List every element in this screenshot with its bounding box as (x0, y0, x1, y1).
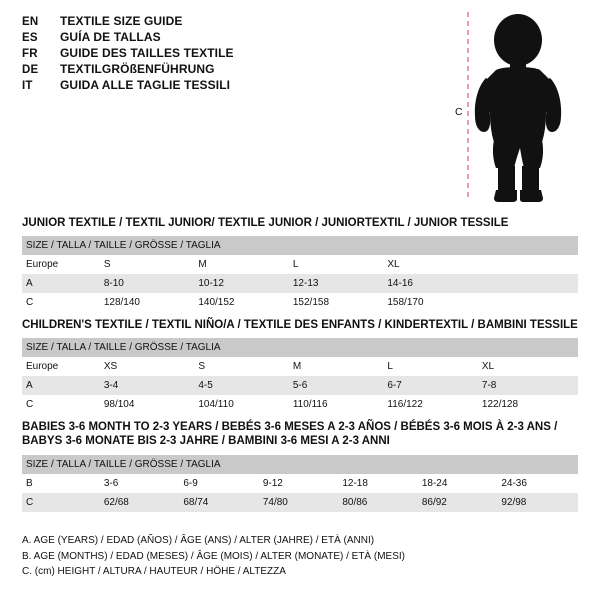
legend-block (22, 533, 578, 580)
table-row (22, 255, 578, 274)
children-size-table (22, 338, 578, 414)
children-row2-c5: 122/128 (478, 395, 578, 414)
section-babies-title: BABIES 3-6 MONTH TO 2-3 YEARS / BEBÉS 3-6 MESES A 2-3 AÑOS / BÉBÉS 3-6 MOIS À 2-3 ANS / BABYS 3-6 MONATE BIS 2-3 JAHRE / BAMBINI 3-6 MESI A 2-3 ANNI (22, 421, 558, 448)
language-row-fr (22, 46, 442, 60)
junior-row0-c4: XL (383, 255, 478, 274)
children-row1-c0: A (22, 376, 100, 395)
children-row2-c3: 110/116 (289, 395, 384, 414)
babies-row1-c3: 74/80 (259, 493, 339, 512)
junior-size-table (22, 236, 578, 312)
section-children-title: CHILDREN'S TEXTILE / TEXTIL NIÑO/A / TEXTILE DES ENFANTS / KINDERTEXTIL / BAMBINI TESSILE (22, 319, 578, 331)
babies-row0-c1: 3-6 (100, 474, 180, 493)
junior-row1-c0: A (22, 274, 100, 293)
children-row0-c4: L (383, 357, 478, 376)
language-code-it: IT (22, 80, 33, 92)
children-size-header-label: SIZE / TALLA / TAILLE / GRÖSSE / TAGLIA (22, 338, 578, 357)
babies-row0-c2: 6-9 (179, 474, 259, 493)
babies-row0-c3: 9-12 (259, 474, 339, 493)
babies-row0-c6: 24-36 (497, 474, 578, 493)
table-row (22, 274, 578, 293)
babies-row1-c0: C (22, 493, 100, 512)
junior-row2-c5 (478, 293, 578, 312)
language-row-it (22, 78, 442, 92)
section-junior-title: JUNIOR TEXTILE / TEXTIL JUNIOR/ TEXTILE JUNIOR / JUNIORTEXTIL / JUNIOR TESSILE (22, 217, 509, 229)
junior-row1-c1: 8-10 (100, 274, 195, 293)
language-row-de (22, 62, 442, 76)
language-title-de: TEXTILGRÖßENFÜHRUNG (60, 62, 215, 76)
children-row0-c3: M (289, 357, 384, 376)
junior-row0-c0: Europe (22, 255, 100, 274)
children-row1-c1: 3-4 (100, 376, 195, 395)
language-title-en: TEXTILE SIZE GUIDE (60, 14, 183, 28)
children-row0-c1: XS (100, 357, 195, 376)
table-row (22, 474, 578, 493)
table-row (22, 357, 578, 376)
babies-row1-c6: 92/98 (497, 493, 578, 512)
junior-size-header-label: SIZE / TALLA / TAILLE / GRÖSSE / TAGLIA (22, 236, 578, 255)
babies-row0-c5: 18-24 (418, 474, 498, 493)
junior-row2-c3: 152/158 (289, 293, 384, 312)
language-title-es: GUÍA DE TALLAS (60, 30, 161, 44)
toddler-silhouette-icon (448, 8, 588, 203)
junior-row2-c4: 158/170 (383, 293, 478, 312)
table-row (22, 293, 578, 312)
legend-line-b: B. AGE (MONTHS) / EDAD (MESES) / ÂGE (MOIS) / ALTER (MONATE) / ETÀ (MESI) (22, 550, 405, 562)
babies-row0-c0: B (22, 474, 100, 493)
table-header-row (22, 338, 578, 357)
junior-row2-c0: C (22, 293, 100, 312)
language-title-block (22, 14, 442, 94)
language-row-en (22, 14, 442, 28)
table-header-row (22, 236, 578, 255)
babies-row1-c2: 68/74 (179, 493, 259, 512)
junior-row1-c5 (478, 274, 578, 293)
language-title-fr: GUIDE DES TAILLES TEXTILE (60, 46, 234, 60)
babies-row1-c1: 62/68 (100, 493, 180, 512)
children-row1-c2: 4-5 (194, 376, 289, 395)
babies-row1-c5: 86/92 (418, 493, 498, 512)
babies-size-header-label: SIZE / TALLA / TAILLE / GRÖSSE / TAGLIA (22, 455, 578, 474)
junior-row1-c4: 14-16 (383, 274, 478, 293)
babies-size-table (22, 455, 578, 512)
measure-label-c: C (455, 106, 463, 118)
section-junior (22, 216, 578, 312)
language-code-en: EN (22, 16, 39, 28)
children-row1-c3: 5-6 (289, 376, 384, 395)
junior-row2-c1: 128/140 (100, 293, 195, 312)
table-row (22, 395, 578, 414)
language-code-fr: FR (22, 48, 38, 60)
children-row0-c5: XL (478, 357, 578, 376)
language-title-it: GUIDA ALLE TAGLIE TESSILI (60, 78, 231, 92)
legend-line-c: C. (cm) HEIGHT / ALTURA / HAUTEUR / HÖHE / ALTEZZA (22, 566, 286, 577)
table-row (22, 493, 578, 512)
junior-row0-c3: L (289, 255, 384, 274)
language-code-es: ES (22, 32, 38, 44)
babies-row0-c4: 12-18 (338, 474, 418, 493)
children-row0-c2: S (194, 357, 289, 376)
table-row (22, 376, 578, 395)
legend-line-a: A. AGE (YEARS) / EDAD (AÑOS) / ÂGE (ANS) / ALTER (JAHRE) / ETÀ (ANNI) (22, 535, 375, 546)
children-row2-c0: C (22, 395, 100, 414)
section-babies (22, 420, 578, 512)
junior-row0-c5 (478, 255, 578, 274)
language-code-de: DE (22, 64, 39, 76)
junior-row0-c2: M (194, 255, 289, 274)
children-row2-c1: 98/104 (100, 395, 195, 414)
language-row-es (22, 30, 442, 44)
section-children (22, 318, 578, 414)
junior-row1-c3: 12-13 (289, 274, 384, 293)
table-header-row (22, 455, 578, 474)
children-row2-c2: 104/110 (194, 395, 289, 414)
junior-row0-c1: S (100, 255, 195, 274)
children-row2-c4: 116/122 (383, 395, 478, 414)
junior-row1-c2: 10-12 (194, 274, 289, 293)
children-row1-c4: 6-7 (383, 376, 478, 395)
junior-row2-c2: 140/152 (194, 293, 289, 312)
babies-row1-c4: 80/86 (338, 493, 418, 512)
children-row1-c5: 7-8 (478, 376, 578, 395)
children-row0-c0: Europe (22, 357, 100, 376)
